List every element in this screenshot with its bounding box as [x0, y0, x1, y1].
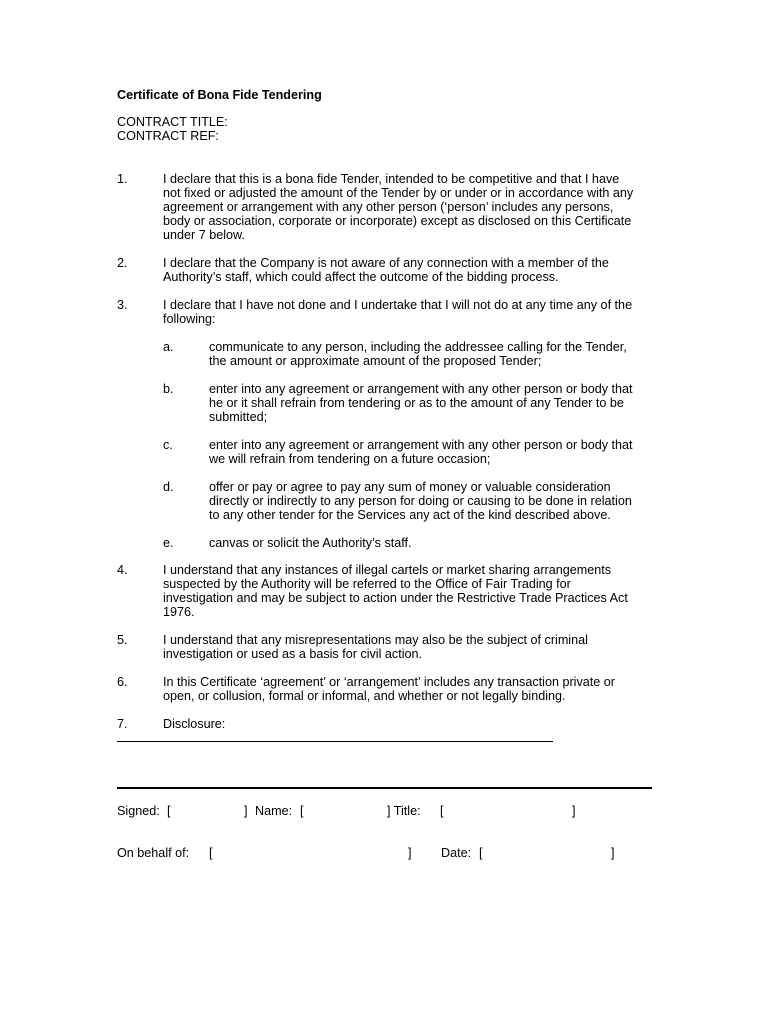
clause-4-number: 4.: [117, 563, 128, 577]
clause-line: I understand that any misrepresentations may also be the subject of criminal: [163, 633, 588, 647]
subclause-line: enter into any agreement or arrangement with any other person or body that: [209, 382, 633, 396]
clause-4-text: [163, 563, 651, 619]
name-field[interactable]: [306, 802, 384, 818]
signature-divider: [117, 787, 652, 789]
subclause-line: directly or indirectly to any person for doing or causing to be done in relation: [209, 494, 632, 508]
signed-field[interactable]: [172, 802, 242, 818]
clause-line: following:: [163, 312, 216, 326]
clause-1-number: 1.: [117, 172, 128, 186]
subclause-d-letter: d.: [163, 480, 174, 494]
clause-5-text: [163, 633, 651, 661]
clause-6-text: [163, 675, 651, 703]
subclause-a-text: [209, 340, 651, 368]
subclause-b-letter: b.: [163, 382, 174, 396]
subclause-line: canvas or solicit the Authority’s staff.: [209, 536, 412, 550]
subclause-line: offer or pay or agree to pay any sum of money or valuable consideration: [209, 480, 611, 494]
signed-close-bracket: ]: [244, 804, 248, 818]
subclause-line: to any other tender for the Services any act of the kind described above.: [209, 508, 611, 522]
subclause-line: submitted;: [209, 410, 268, 424]
date-open-bracket: [: [479, 846, 483, 860]
contract-title-label: CONTRACT TITLE:: [117, 115, 228, 129]
subclause-c-letter: c.: [163, 438, 173, 452]
subclause-line: he or it shall refrain from tendering or as to the amount of any Tender to be: [209, 396, 624, 410]
signed-open-bracket: [: [167, 804, 171, 818]
clause-line: I declare that this is a bona fide Tender, intended to be competitive and that I have: [163, 172, 620, 186]
clause-2-number: 2.: [117, 256, 128, 270]
clause-7-number: 7.: [117, 717, 128, 731]
on-behalf-field[interactable]: [215, 844, 403, 860]
clause-5-number: 5.: [117, 633, 128, 647]
date-field[interactable]: [485, 844, 609, 860]
title-close-bracket: ]: [572, 804, 576, 818]
clause-6-number: 6.: [117, 675, 128, 689]
document-title: Certificate of Bona Fide Tendering: [117, 88, 322, 102]
subclause-line: we will refrain from tendering on a future occasion;: [209, 452, 491, 466]
date-close-bracket: ]: [611, 846, 615, 860]
clause-line: under 7 below.: [163, 228, 245, 242]
on-behalf-close-bracket: ]: [408, 846, 412, 860]
clause-line: investigation or used as a basis for civil action.: [163, 647, 423, 661]
clause-3-text: [163, 298, 651, 326]
date-label: Date:: [441, 846, 472, 860]
subclause-b-text: [209, 382, 651, 424]
clause-line: body or association, corporate or incorporate) except as disclosed on this Certificate: [163, 214, 632, 228]
title-open-bracket: [: [440, 804, 444, 818]
clause-line: I declare that I have not done and I undertake that I will not do at any time any of the: [163, 298, 633, 312]
contract-ref-label: CONTRACT REF:: [117, 129, 219, 143]
clause-line: investigation and may be subject to action under the Restrictive Trade Practices Act: [163, 591, 628, 605]
subclause-e-letter: e.: [163, 536, 174, 550]
clause-7-text: [163, 717, 651, 731]
clause-line: not fixed or adjusted the amount of the Tender by or under or in accordance with any: [163, 186, 634, 200]
title-label: ] Title:: [387, 804, 421, 818]
subclause-e-text: [209, 536, 651, 550]
name-open-bracket: [: [300, 804, 304, 818]
title-field[interactable]: [446, 802, 568, 818]
subclause-line: enter into any agreement or arrangement with any other person or body that: [209, 438, 633, 452]
subclause-d-text: [209, 480, 651, 522]
clause-line: suspected by the Authority will be referred to the Office of Fair Trading for: [163, 577, 571, 591]
signed-label: Signed:: [117, 804, 160, 818]
clause-2-text: [163, 256, 651, 284]
clause-line: 1976.: [163, 605, 195, 619]
clause-line: In this Certificate ‘agreement’ or ‘arrangement’ includes any transaction private or: [163, 675, 615, 689]
on-behalf-label: On behalf of:: [117, 846, 190, 860]
clause-3-number: 3.: [117, 298, 128, 312]
subclause-c-text: [209, 438, 651, 466]
subclause-line: the amount or approximate amount of the proposed Tender;: [209, 354, 542, 368]
clause-1-text: [163, 172, 651, 242]
disclosure-line[interactable]: [117, 741, 553, 742]
disclosure-label: Disclosure:: [163, 717, 226, 731]
name-label: Name:: [255, 804, 293, 818]
clause-line: agreement or arrangement with any other person (‘person’ includes any persons,: [163, 200, 614, 214]
clause-line: open, or collusion, formal or informal, and whether or not legally binding.: [163, 689, 566, 703]
subclause-line: communicate to any person, including the addressee calling for the Tender,: [209, 340, 627, 354]
on-behalf-open-bracket: [: [209, 846, 213, 860]
clause-line: I declare that the Company is not aware of any connection with a member of the: [163, 256, 609, 270]
subclause-a-letter: a.: [163, 340, 174, 354]
clause-line: Authority’s staff, which could affect the outcome of the bidding process.: [163, 270, 559, 284]
clause-line: I understand that any instances of illegal cartels or market sharing arrangements: [163, 563, 612, 577]
